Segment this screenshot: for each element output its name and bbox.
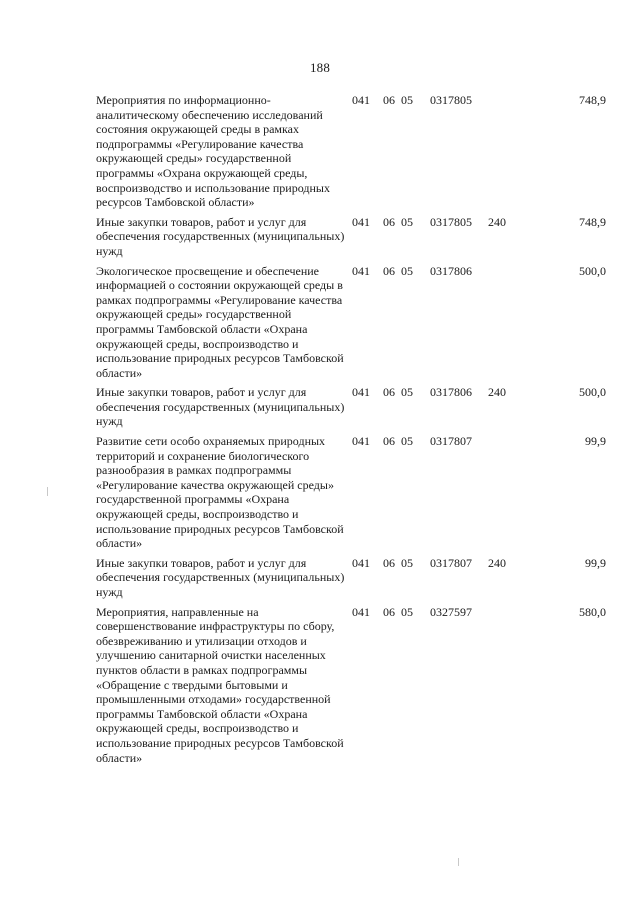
- amount: 99,9: [585, 555, 606, 570]
- expense-type-code: 240: [488, 555, 506, 570]
- table-row: [96, 434, 606, 556]
- target-article-code: 0317806: [430, 263, 472, 278]
- amount: 748,9: [579, 214, 606, 229]
- expense-type-code: [488, 93, 528, 215]
- ministry-code: 041: [352, 214, 370, 229]
- section-code: 06: [383, 263, 395, 278]
- amount: 500,0: [579, 385, 606, 400]
- subsection-code: 05: [401, 434, 413, 449]
- section-code: 06: [383, 555, 395, 570]
- expense-type-code: [488, 434, 528, 556]
- scan-mark-left: [47, 487, 48, 496]
- ministry-code: 041: [352, 604, 370, 619]
- amount: 99,9: [585, 434, 606, 449]
- section-code: 06: [383, 214, 395, 229]
- expense-type-code: [488, 264, 528, 386]
- target-article-code: 0317806: [430, 385, 472, 400]
- expense-type-code: 240: [488, 214, 506, 229]
- amount: 500,0: [579, 263, 606, 278]
- ministry-code: 041: [352, 263, 370, 278]
- ministry-code: 041: [352, 434, 370, 449]
- section-code: 06: [383, 434, 395, 449]
- row-description: Иные закупки товаров, работ и услуг для обеспечения государственных (муниципальных) нужд: [96, 214, 345, 258]
- ministry-code: 041: [352, 93, 370, 107]
- row-description: Иные закупки товаров, работ и услуг для обеспечения государственных (муниципальных) нужд: [96, 385, 345, 429]
- target-article-code: 0317807: [430, 555, 472, 570]
- row-description: Иные закупки товаров, работ и услуг для обеспечения государственных (муниципальных) нужд: [96, 555, 345, 599]
- section-code: 06: [383, 93, 395, 107]
- amount: 748,9: [579, 93, 606, 107]
- table-row: [96, 605, 606, 771]
- ministry-code: 041: [352, 555, 370, 570]
- row-description: Экологическое просвещение и обеспечение информацией о состоянии окружающей среды в рамках подпрограммы «Регулирование качества окружающей среды» государственной программы Тамбовской области «Охрана окружающей среды, воспроизводство и использование природных ресурсов Тамбовской области»: [96, 263, 344, 380]
- page-number: 188: [309, 60, 331, 75]
- ministry-code: 041: [352, 385, 370, 400]
- target-article-code: 0327597: [430, 604, 472, 619]
- subsection-code: 05: [401, 93, 413, 107]
- table-row: [96, 215, 606, 264]
- row-description: Мероприятия, направленные на совершенствование инфраструктуры по сбору, обезвреживанию и утилизации отходов и улучшению санитарной очистки населенных пунктов области в рамках подпрограммы «Обращение с твердыми бытовыми и промышленными отходами» государственной программы Тамбовской области «Охрана окружающей среды, воспроизводство и использование природных ресурсов Тамбовской области»: [96, 604, 344, 765]
- table-row: [96, 264, 606, 386]
- budget-table-body: [96, 93, 606, 770]
- table-row: [96, 93, 606, 215]
- row-description: Развитие сети особо охраняемых природных территорий и сохранение биологического разнообразия в рамках подпрограммы «Регулирование качества окружающей среды» государственной программы «Охрана окружающей среды, воспроизводство и использование природных ресурсов Тамбовской области»: [96, 434, 344, 551]
- budget-table: [96, 93, 606, 770]
- target-article-code: 0317805: [430, 93, 472, 107]
- row-description: Мероприятия по информационно-аналитическому обеспечению исследований состояния окружающей среды в рамках подпрограммы «Регулирование качества окружающей среды» государственной программы «Охрана окружающей среды, воспроизводство и использование природных ресурсов Тамбовской области»: [96, 93, 330, 210]
- table-row: [96, 556, 606, 605]
- target-article-code: 0317807: [430, 434, 472, 449]
- expense-type-code: [488, 605, 528, 771]
- target-article-code: 0317805: [430, 214, 472, 229]
- scan-mark-bottom: [458, 858, 459, 866]
- subsection-code: 05: [401, 555, 413, 570]
- subsection-code: 05: [401, 604, 413, 619]
- table-row: [96, 385, 606, 434]
- section-code: 06: [383, 385, 395, 400]
- amount: 580,0: [579, 604, 606, 619]
- expense-type-code: 240: [488, 385, 506, 400]
- section-code: 06: [383, 604, 395, 619]
- subsection-code: 05: [401, 263, 413, 278]
- subsection-code: 05: [401, 214, 413, 229]
- subsection-code: 05: [401, 385, 413, 400]
